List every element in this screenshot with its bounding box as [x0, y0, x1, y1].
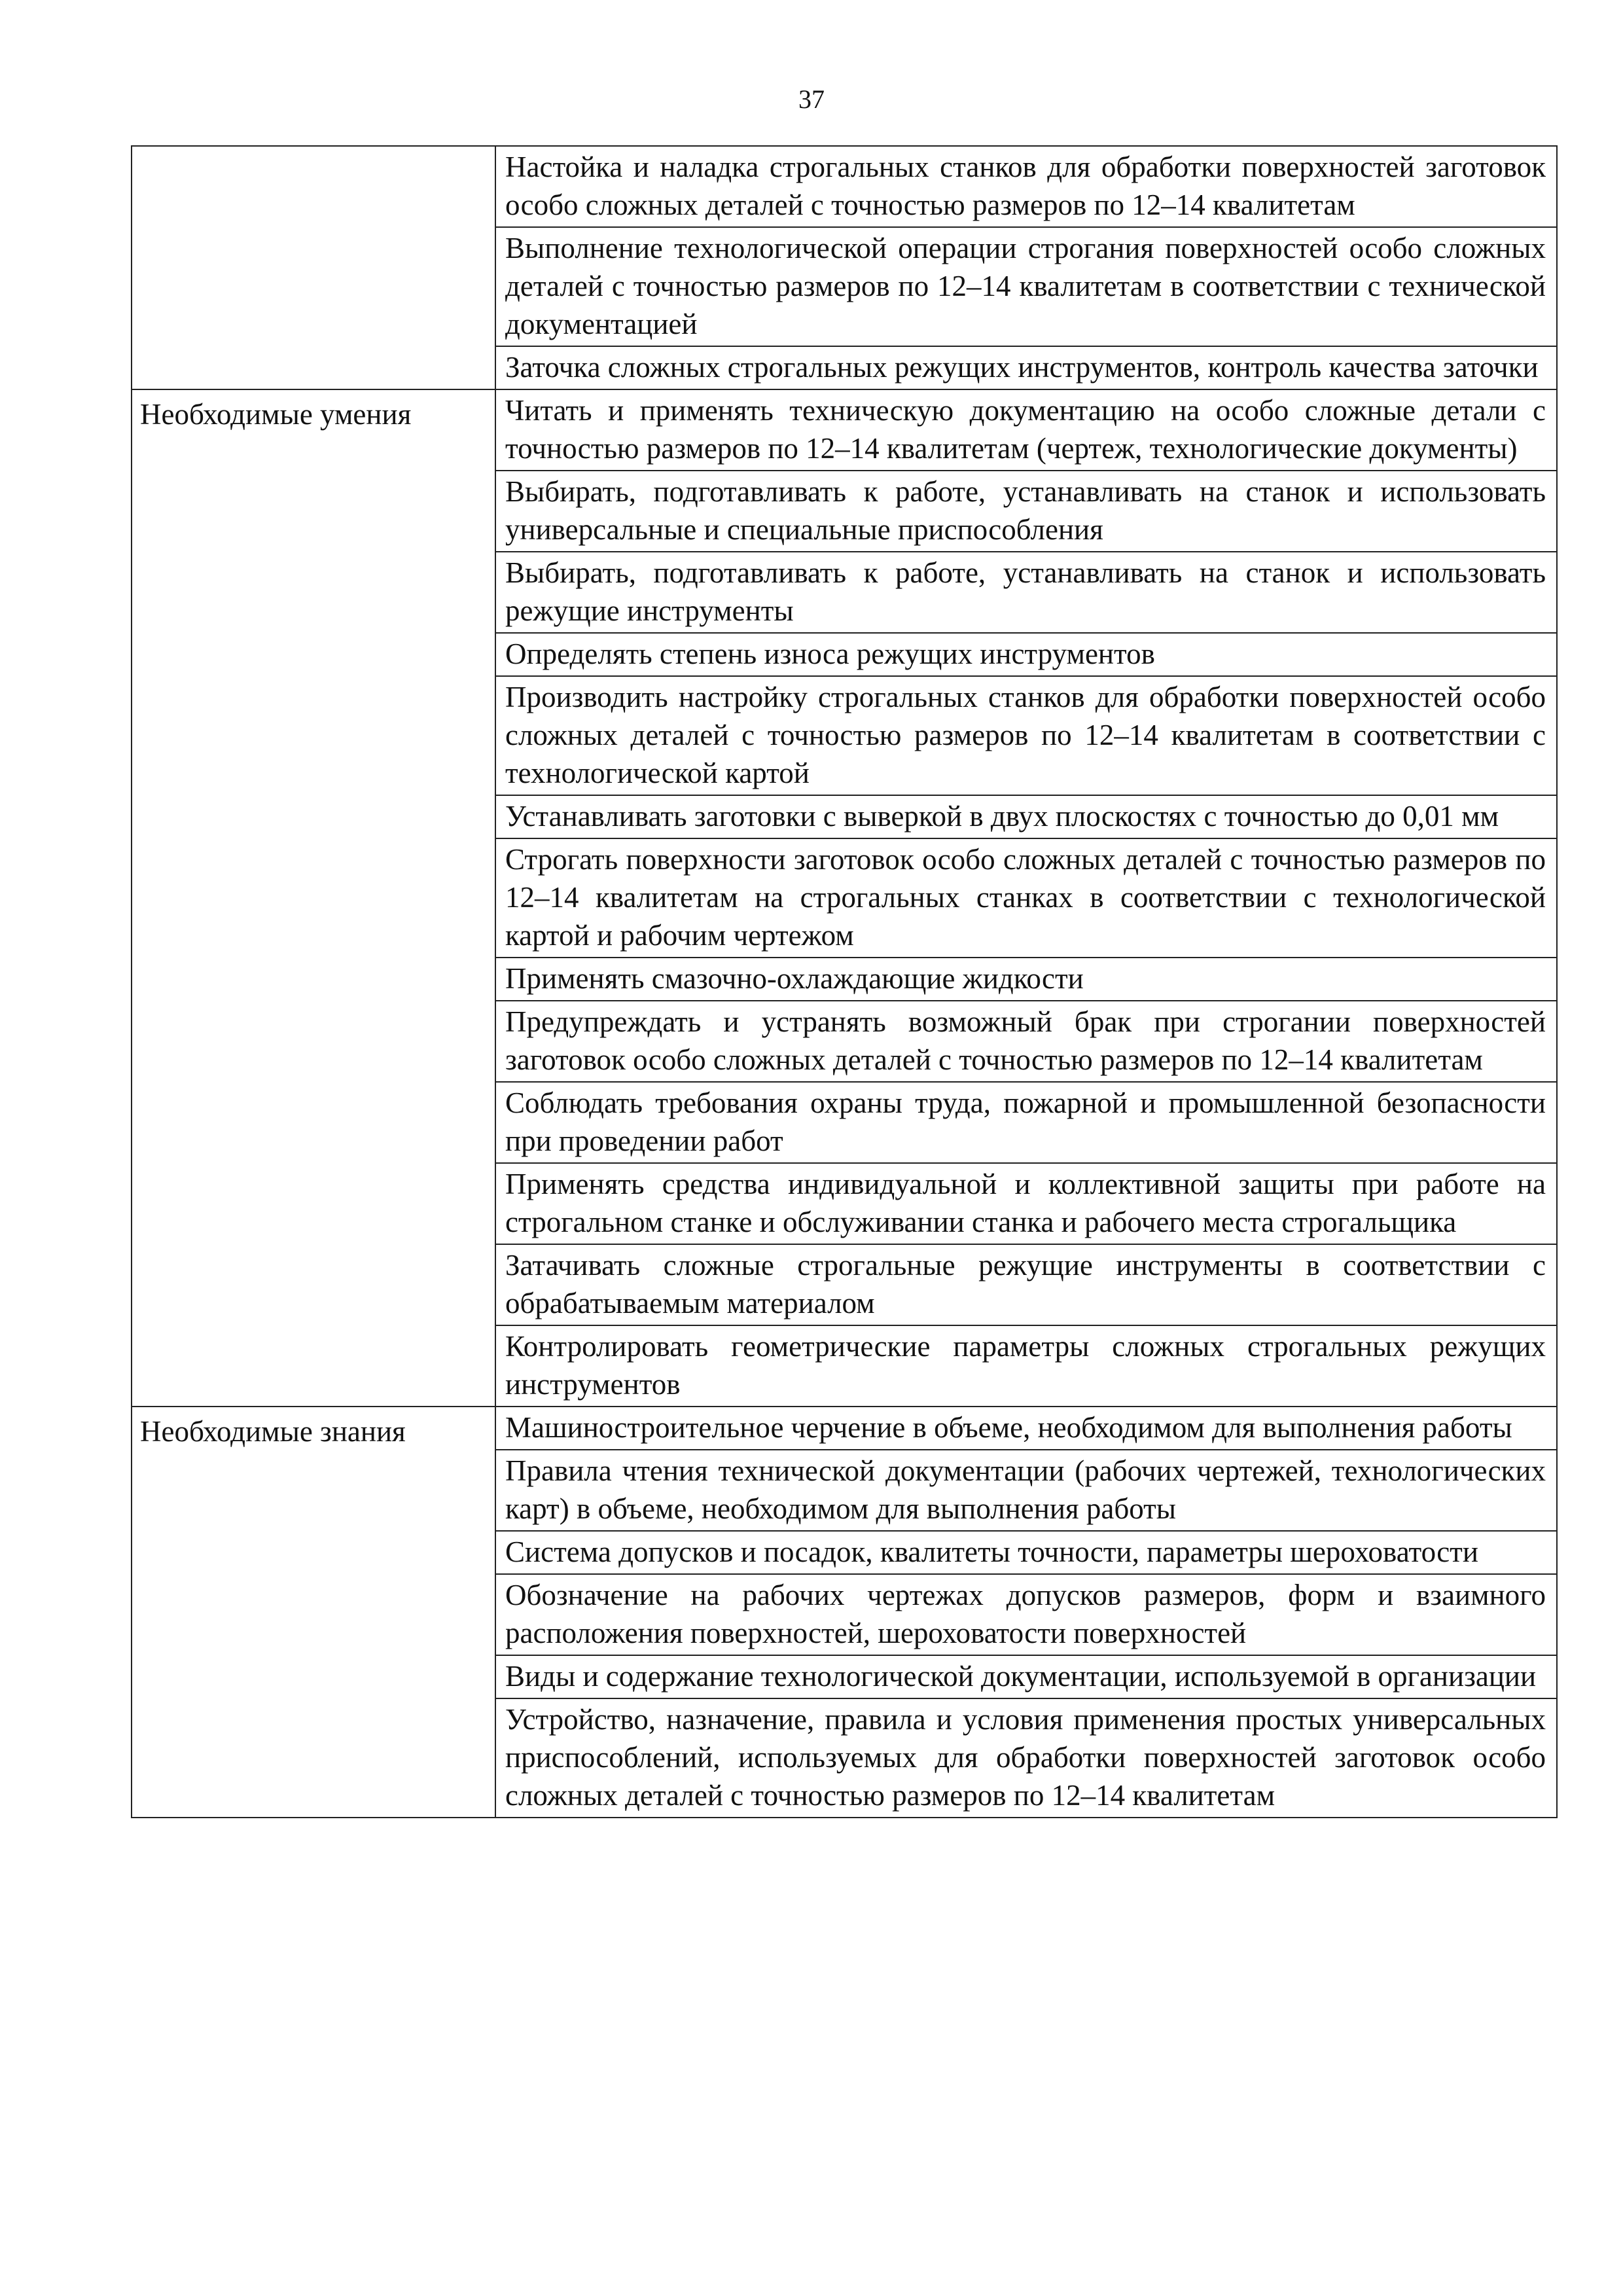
requirement-item: Выполнение технологической операции строгания поверхностей особо сложных деталей с точностью размеров по 12–14 квалитетам в соответствии с технической документацией — [495, 227, 1557, 346]
section-label: Необходимые знания — [132, 1407, 495, 1818]
requirement-item: Применять средства индивидуальной и коллективной защиты при работе на строгальном станке и обслуживании станка и рабочего места строгальщика — [495, 1163, 1557, 1244]
requirement-item: Обозначение на рабочих чертежах допусков размеров, форм и взаимного расположения поверхностей, шероховатости поверхностей — [495, 1574, 1557, 1655]
requirement-item: Читать и применять техническую документацию на особо сложные детали с точностью размеров по 12–14 квалитетам (чертеж, технологические документы) — [495, 389, 1557, 471]
requirement-item: Строгать поверхности заготовок особо сложных деталей с точностью размеров по 12–14 квалитетам на строгальных станках в соответствии с технологической картой и рабочим чертежом — [495, 838, 1557, 958]
requirement-item: Машиностроительное черчение в объеме, необходимом для выполнения работы — [495, 1407, 1557, 1450]
requirements-table — [131, 145, 1558, 1818]
requirement-item: Выбирать, подготавливать к работе, устанавливать на станок и использовать режущие инструменты — [495, 552, 1557, 633]
section-label — [132, 146, 495, 389]
section-label: Необходимые умения — [132, 389, 495, 1407]
requirement-item: Устройство, назначение, правила и условия применения простых универсальных приспособлений, используемых для обработки поверхностей заготовок особо сложных деталей с точностью размеров по 12–14 квалитетам — [495, 1698, 1557, 1818]
requirement-item: Затачивать сложные строгальные режущие инструменты в соответствии с обрабатываемым материалом — [495, 1244, 1557, 1325]
requirement-item: Определять степень износа режущих инструментов — [495, 633, 1557, 676]
requirement-item: Устанавливать заготовки с выверкой в двух плоскостях с точностью до 0,01 мм — [495, 795, 1557, 838]
requirement-item: Правила чтения технической документации (рабочих чертежей, технологических карт) в объеме, необходимом для выполнения работы — [495, 1450, 1557, 1531]
requirement-item: Настойка и наладка строгальных станков для обработки поверхностей заготовок особо сложных деталей с точностью размеров по 12–14 квалитетам — [495, 146, 1557, 227]
requirement-item: Производить настройку строгальных станков для обработки поверхностей особо сложных деталей с точностью размеров по 12–14 квалитетам в соответствии с технологической картой — [495, 676, 1557, 795]
requirements-table-body — [132, 146, 1557, 1818]
requirement-item: Выбирать, подготавливать к работе, устанавливать на станок и использовать универсальные и специальные приспособления — [495, 471, 1557, 552]
table-row — [132, 1407, 1557, 1450]
requirement-item: Соблюдать требования охраны труда, пожарной и промышленной безопасности при проведении работ — [495, 1082, 1557, 1163]
requirement-item: Применять смазочно-охлаждающие жидкости — [495, 958, 1557, 1001]
requirement-item: Предупреждать и устранять возможный брак при строгании поверхностей заготовок особо сложных деталей с точностью размеров по 12–14 квалитетам — [495, 1001, 1557, 1082]
requirement-item: Виды и содержание технологической документации, используемой в организации — [495, 1655, 1557, 1698]
page-number: 37 — [798, 84, 825, 114]
table-row — [132, 146, 1557, 227]
requirement-item: Заточка сложных строгальных режущих инструментов, контроль качества заточки — [495, 346, 1557, 389]
requirement-item: Система допусков и посадок, квалитеты точности, параметры шероховатости — [495, 1531, 1557, 1574]
table-row — [132, 389, 1557, 471]
requirement-item: Контролировать геометрические параметры сложных строгальных режущих инструментов — [495, 1325, 1557, 1407]
